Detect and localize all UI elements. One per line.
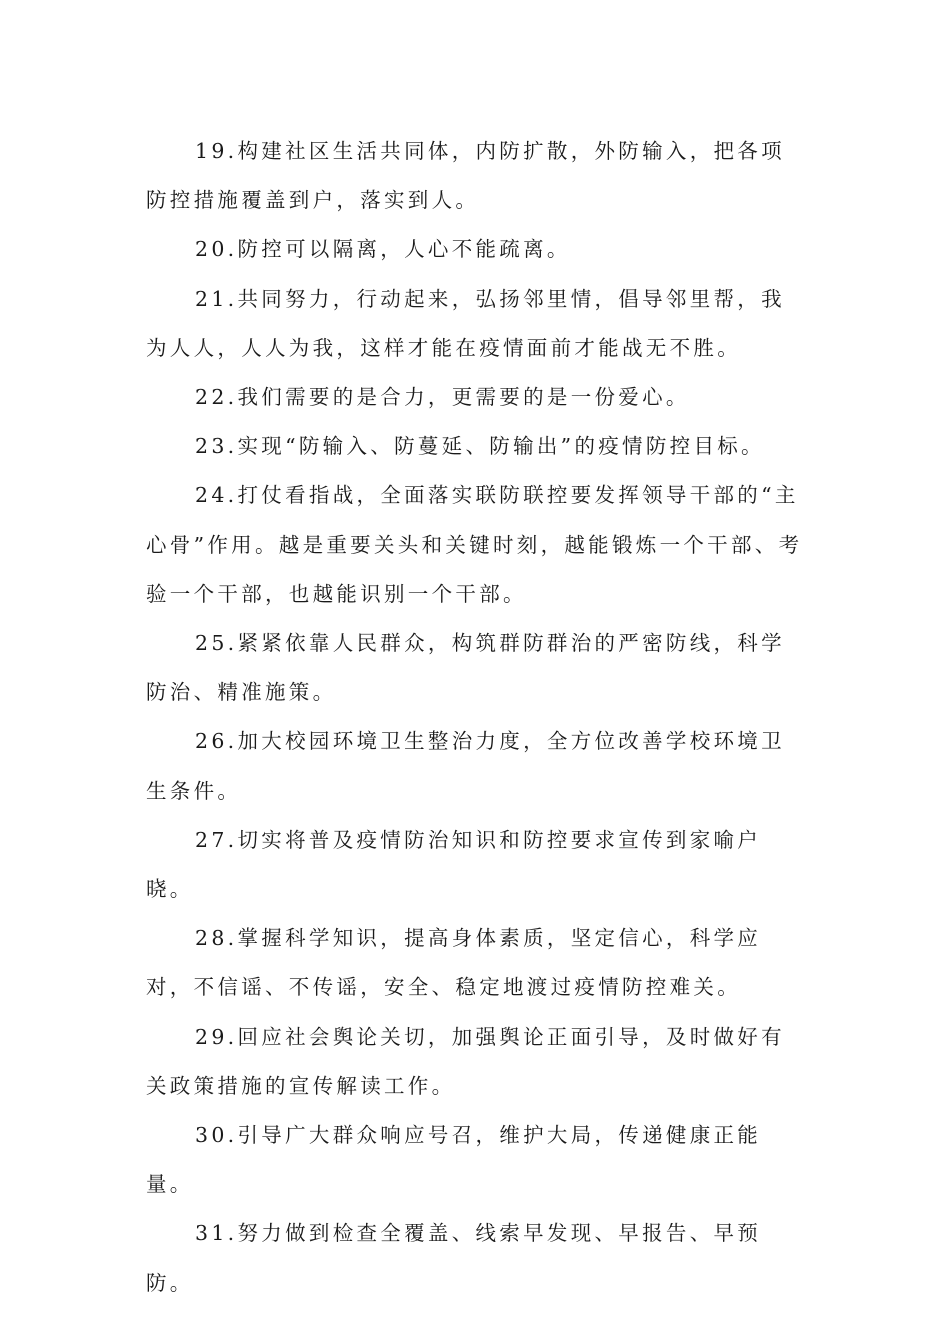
paragraph-26: 26.加大校园环境卫生整治力度，全方位改善学校环境卫生条件。	[146, 729, 785, 803]
paragraph-29: 29.回应社会舆论关切，加强舆论正面引导，及时做好有关政策措施的宣传解读工作。	[146, 1024, 785, 1098]
paragraph-30: 30.引导广大群众响应号召，维护大局，传递健康正能量。	[146, 1123, 762, 1197]
paragraph-22: 22.我们需要的是合力，更需要的是一份爱心。	[195, 385, 690, 410]
paragraph-27: 27.切实将普及疫情防治知识和防控要求宣传到家喻户晓。	[146, 827, 762, 902]
paragraph-19: 19.构建社区生活共同体，内防扩散，外防输入，把各项防控措施覆盖到户，落实到人。	[146, 139, 785, 213]
paragraph-25: 25.紧紧依靠人民群众，构筑群防群治的严密防线，科学防治、精准施策。	[146, 631, 785, 705]
paragraph-21: 21.共同努力，行动起来，弘扬邻里情，倡导邻里帮，我为人人，人人为我，这样才能在疫情面前才能战无不胜。	[146, 286, 785, 360]
paragraph-28: 28.掌握科学知识，提高身体素质，坚定信心，科学应对，不信谣、不传谣，安全、稳定地渡过疫情防控难关。	[146, 926, 762, 1000]
paragraph-31: 31.努力做到检查全覆盖、线索早发现、早报告、早预防。	[146, 1221, 762, 1295]
document-body	[146, 127, 806, 1308]
paragraph-20: 20.防控可以隔离，人心不能疏离。	[195, 237, 571, 262]
paragraph-23: 23.实现“防输入、防蔓延、防输出”的疫情防控目标。	[195, 434, 765, 459]
paragraph-24: 24.打仗看指战，全面落实联防联控要发挥领导干部的“主心骨”作用。越是重要关头和关键时刻，越能锻炼一个干部、考验一个干部，也越能识别一个干部。	[146, 483, 803, 606]
